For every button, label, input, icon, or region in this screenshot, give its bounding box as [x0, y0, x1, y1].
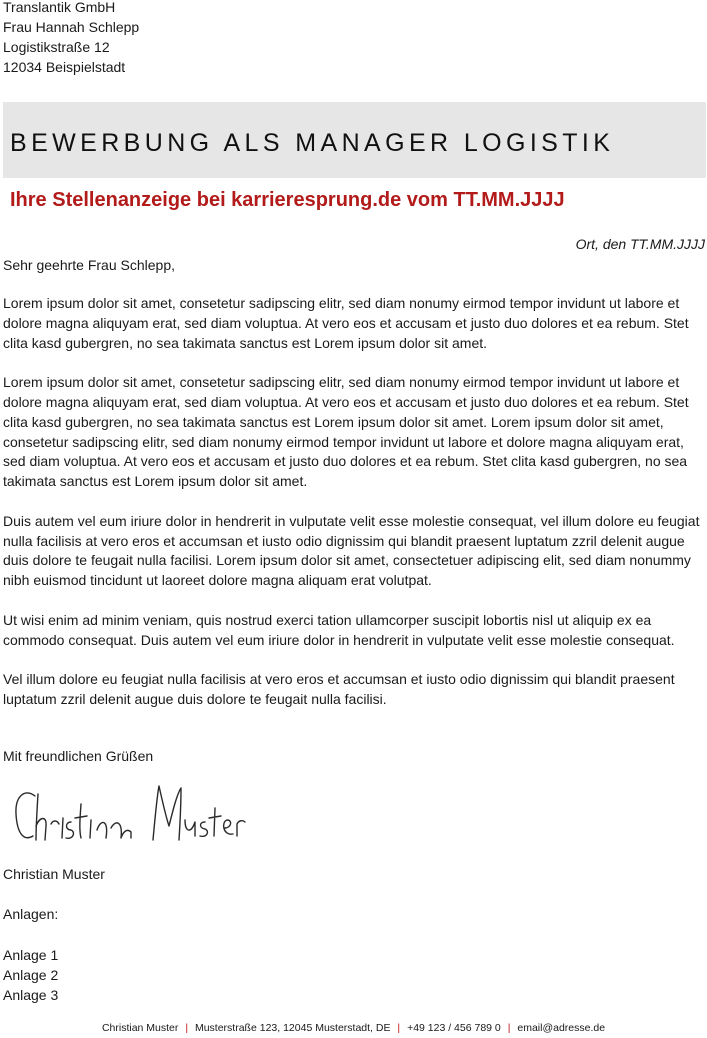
handwritten-signature: [5, 774, 250, 854]
title-band: [3, 102, 706, 178]
recipient-city: 12034 Beispielstadt: [3, 59, 126, 75]
body-paragraph: Ut wisi enim ad minim veniam, quis nostrud exerci tation ullamcorper suscipit lobortis nisl ut aliquip ex ea commodo consequat. Duis autem vel eum iriure dolor in hendrerit in vulputate velit esse molestie consequat.: [3, 611, 675, 648]
footer-email: email@adresse.de: [517, 1022, 606, 1034]
body-paragraph: Lorem ipsum dolor sit amet, consetetur sadipscing elitr, sed diam nonumy eirmod tempor invidunt ut labore et dolore magna aliquyam erat, sed diam voluptua. At vero eos et accusam et justo duo dolores et ea rebum. Stet clita kasd gubergren, no sea takimata sanctus est Lorem ipsum dolor sit amet.: [3, 295, 689, 351]
attachments-list: [3, 945, 58, 1005]
signer-name: Christian Muster: [3, 866, 105, 882]
body-paragraph: Vel illum dolore eu feugiat nulla facilisis at vero eros et accumsan et iusto odio dignissim qui blandit praesent luptatum zzril delenit augue duis dolore te feugait nulla facilisi.: [3, 671, 675, 707]
page-title: BEWERBUNG ALS MANAGER LOGISTIK: [10, 129, 615, 157]
attachments-label: Anlagen:: [3, 906, 59, 922]
footer-address: Musterstraße 123, 12045 Musterstadt, DE: [194, 1022, 391, 1034]
recipient-contact: Frau Hannah Schlepp: [3, 19, 140, 35]
body-paragraph: Lorem ipsum dolor sit amet, consetetur sadipscing elitr, sed diam nonumy eirmod tempor invidunt ut labore et dolore magna aliquyam erat, sed diam voluptua. At vero eos et accusam et justo duo dolores et ea rebum. Stet clita kasd gubergren, no sea takimata sanctus est Lorem ipsum dolor sit amet. Lorem ipsum dolor sit amet, consetetur sadipscing elitr, sed diam nonumy eirmod tempor invidunt ut labore et dolore magna aliquyam erat, sed diam voluptua. At vero eos et accusam et justo duo dolores et ea rebum. Stet clita kasd gubergren, no sea takimata sanctus est Lorem ipsum dolor sit amet.: [3, 374, 689, 490]
attachment-item: Anlage 3: [3, 987, 59, 1003]
recipient-company: Translantik GmbH: [3, 0, 116, 15]
recipient-address: [3, 0, 139, 77]
footer-separator: |: [507, 1022, 511, 1034]
subject-line: Ihre Stellenanzeige bei karrieresprung.de vom TT.MM.JJJJ: [10, 189, 565, 211]
salutation: Sehr geehrte Frau Schlepp,: [3, 257, 175, 273]
attachment-item: Anlage 2: [3, 967, 59, 983]
body-paragraph: Duis autem vel eum iriure dolor in hendrerit in vulputate velit esse molestie consequat, vel illum dolore eu feugiat nulla facilisis at vero eros et accumsan et iusto odio dignissim qui blandit praesent luptatum zzril delenit augue duis dolore te feugait nulla facilisi. Lorem ipsum dolor sit amet, consectetuer adipiscing elit, sed diam nonummy nibh euismod tincidunt ut laoreet dolore magna aliquam erat volutpat.: [3, 512, 700, 589]
letter-body: [3, 294, 705, 730]
footer-separator: |: [185, 1022, 189, 1034]
recipient-street: Logistikstraße 12: [3, 39, 110, 55]
footer-separator: |: [397, 1022, 401, 1034]
attachment-item: Anlage 1: [3, 947, 59, 963]
date-line: Ort, den TT.MM.JJJJ: [575, 236, 705, 252]
footer: [0, 1022, 707, 1034]
footer-name: Christian Muster: [101, 1022, 179, 1034]
closing-phrase: Mit freundlichen Grüßen: [3, 748, 154, 764]
footer-phone: +49 123 / 456 789 0: [407, 1022, 501, 1034]
